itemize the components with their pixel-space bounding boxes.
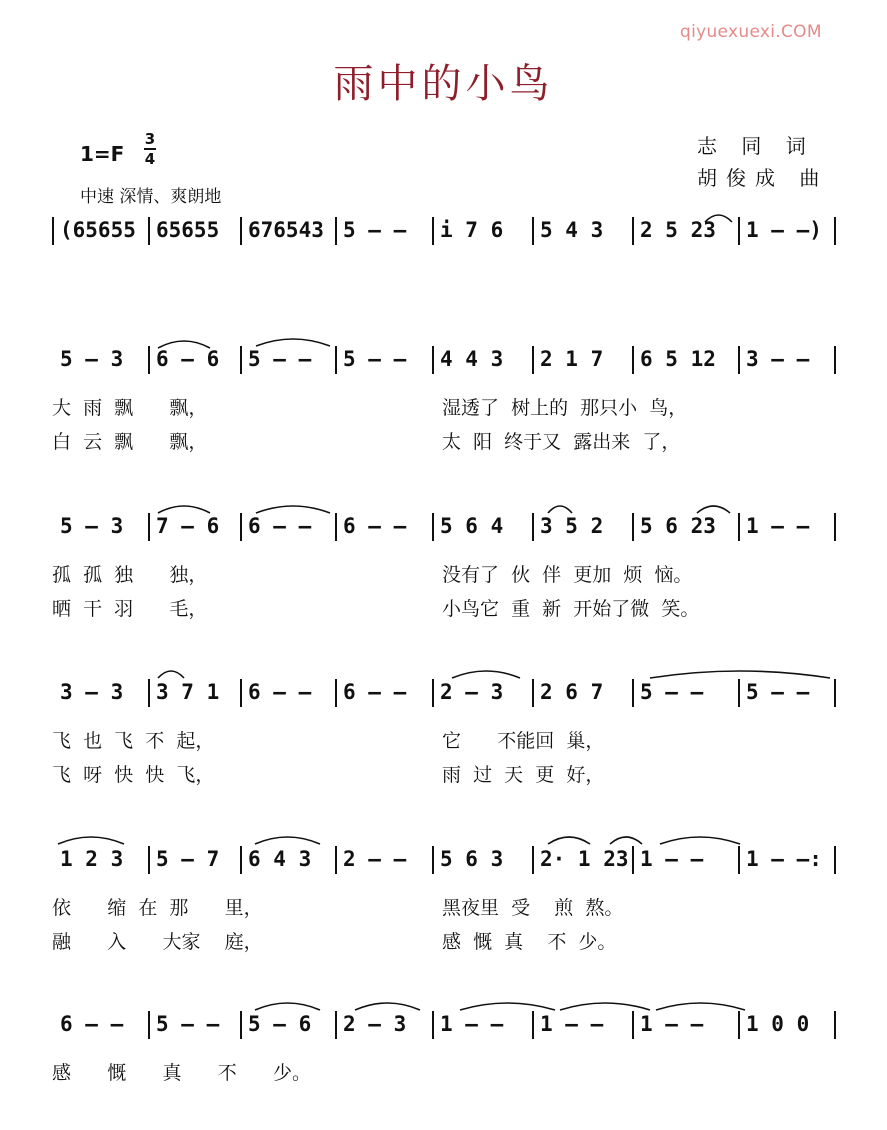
row-measure-7: 1 – – bbox=[640, 1012, 704, 1036]
row-measure-4: 2 – 3 bbox=[343, 1012, 407, 1036]
row-measure-5: 5 6 3 bbox=[440, 847, 504, 871]
lyric-line-1: 它 不能回 巢， bbox=[442, 730, 605, 752]
lyric-line-2: 晒 干 羽 毛， bbox=[52, 598, 208, 620]
intro-measure-8: 1 – –) bbox=[746, 218, 822, 242]
lyricist-credit: 志 同 词 bbox=[697, 134, 815, 158]
slur-arc bbox=[255, 1003, 320, 1010]
row-measure-4: 2 – – bbox=[343, 847, 407, 871]
row-measure-4: 6 – – bbox=[343, 514, 407, 538]
row-measure-7: 5 6 23 bbox=[640, 514, 716, 538]
row-measure-7: 6 5 12 bbox=[640, 347, 716, 371]
intro-measure-3: 676543 bbox=[248, 218, 324, 242]
row-measure-8: 1 – – bbox=[746, 514, 810, 538]
row-measure-1: 1 2 3 bbox=[60, 847, 124, 871]
slur-arc bbox=[58, 837, 124, 844]
row-measure-8: 3 – – bbox=[746, 347, 810, 371]
row-measure-8: 1 – –: bbox=[746, 847, 822, 871]
row-measure-3: 5 – – bbox=[248, 347, 312, 371]
slur-arc bbox=[660, 837, 740, 844]
slur-arc bbox=[650, 671, 830, 678]
row-measure-7: 5 – – bbox=[640, 680, 704, 704]
row-measure-6: 2 1 7 bbox=[540, 347, 604, 371]
row-measure-2: 5 – – bbox=[156, 1012, 220, 1036]
lyric-line-1: 依 缩 在 那 里， bbox=[52, 897, 263, 919]
intro-measure-1: (65655 bbox=[60, 218, 136, 242]
row-measure-1: 5 – 3 bbox=[60, 347, 124, 371]
lyric-line-2: 融 入 大家 庭， bbox=[52, 931, 263, 953]
row-measure-5: 4 4 3 bbox=[440, 347, 504, 371]
lyric-line-2: 小鸟它 重 新 开始了微 笑。 bbox=[442, 598, 700, 620]
row-measure-3: 6 – – bbox=[248, 514, 312, 538]
watermark: qiyuexuexi.COM bbox=[680, 22, 822, 42]
slur-arc bbox=[158, 671, 184, 678]
slur-arc bbox=[560, 1003, 650, 1010]
lyric-line-2: 白 云 飘 飘， bbox=[52, 431, 208, 453]
row-measure-2: 6 – 6 bbox=[156, 347, 220, 371]
slur-arc bbox=[548, 837, 590, 844]
slur-arc bbox=[452, 671, 520, 678]
row-measure-8: 1 0 0 bbox=[746, 1012, 810, 1036]
lyric-line-1: 飞 也 飞 不 起， bbox=[52, 730, 215, 752]
row-measure-6: 2· 1 23 bbox=[540, 847, 629, 871]
row-measure-2: 3 7 1 bbox=[156, 680, 220, 704]
slur-arc bbox=[355, 1003, 420, 1010]
row-measure-3: 6 4 3 bbox=[248, 847, 312, 871]
row-measure-2: 5 – 7 bbox=[156, 847, 220, 871]
slur-arc bbox=[158, 341, 210, 348]
slur-arc bbox=[548, 506, 572, 513]
key-signature: 1=F bbox=[80, 142, 125, 166]
slur-arc bbox=[255, 837, 320, 844]
intro-measure-4: 5 – – bbox=[343, 218, 407, 242]
slur-arc bbox=[256, 506, 330, 513]
lyric-line-1: 没有了 伙 伴 更加 烦 恼。 bbox=[442, 564, 693, 586]
tempo-marking: 中速 深情、爽朗地 bbox=[80, 187, 222, 207]
lyric-line-2: 飞 呀 快 快 飞， bbox=[52, 764, 215, 786]
row-measure-3: 6 – – bbox=[248, 680, 312, 704]
row-measure-4: 5 – – bbox=[343, 347, 407, 371]
row-measure-6: 1 – – bbox=[540, 1012, 604, 1036]
lyric-line-1: 大 雨 飘 飘， bbox=[52, 397, 208, 419]
row-measure-8: 5 – – bbox=[746, 680, 810, 704]
intro-measure-5: i 7 6 bbox=[440, 218, 504, 242]
intro-measure-2: 65655 bbox=[156, 218, 220, 242]
lyric-line-1: 感 慨 真 不 少。 bbox=[52, 1062, 311, 1084]
slur-arc bbox=[256, 339, 330, 346]
meter-top: 3 bbox=[144, 130, 156, 148]
slur-arc bbox=[610, 837, 642, 844]
row-measure-2: 7 – 6 bbox=[156, 514, 220, 538]
lyric-line-1: 黑夜里 受 煎 熬。 bbox=[442, 897, 624, 919]
slur-arc bbox=[697, 506, 730, 513]
row-measure-1: 5 – 3 bbox=[60, 514, 124, 538]
row-measure-3: 5 – 6 bbox=[248, 1012, 312, 1036]
row-measure-5: 2 – 3 bbox=[440, 680, 504, 704]
lyric-line-2: 太 阳 终于又 露出来 了， bbox=[442, 431, 681, 453]
slur-arc bbox=[705, 215, 732, 222]
row-measure-1: 3 – 3 bbox=[60, 680, 124, 704]
row-measure-4: 6 – – bbox=[343, 680, 407, 704]
composer-credit: 胡俊成 曲 bbox=[697, 166, 829, 190]
row-measure-7: 1 – – bbox=[640, 847, 704, 871]
intro-measure-7: 2 5 23 bbox=[640, 218, 716, 242]
row-measure-6: 2 6 7 bbox=[540, 680, 604, 704]
row-measure-1: 6 – – bbox=[60, 1012, 124, 1036]
row-measure-5: 1 – – bbox=[440, 1012, 504, 1036]
slur-arc bbox=[158, 506, 210, 513]
song-title: 雨中的小鸟 bbox=[333, 61, 554, 107]
slur-arc bbox=[656, 1003, 745, 1010]
meter-bottom: 4 bbox=[144, 150, 156, 168]
lyric-line-2: 感 慨 真 不 少。 bbox=[442, 931, 617, 953]
lyric-line-2: 雨 过 天 更 好， bbox=[442, 764, 605, 786]
intro-measure-6: 5 4 3 bbox=[540, 218, 604, 242]
lyric-line-1: 孤 孤 独 独， bbox=[52, 564, 208, 586]
slur-arc bbox=[460, 1003, 555, 1010]
lyric-line-1: 湿透了 树上的 那只小 鸟， bbox=[442, 397, 688, 419]
row-measure-5: 5 6 4 bbox=[440, 514, 504, 538]
row-measure-6: 3 5 2 bbox=[540, 514, 604, 538]
